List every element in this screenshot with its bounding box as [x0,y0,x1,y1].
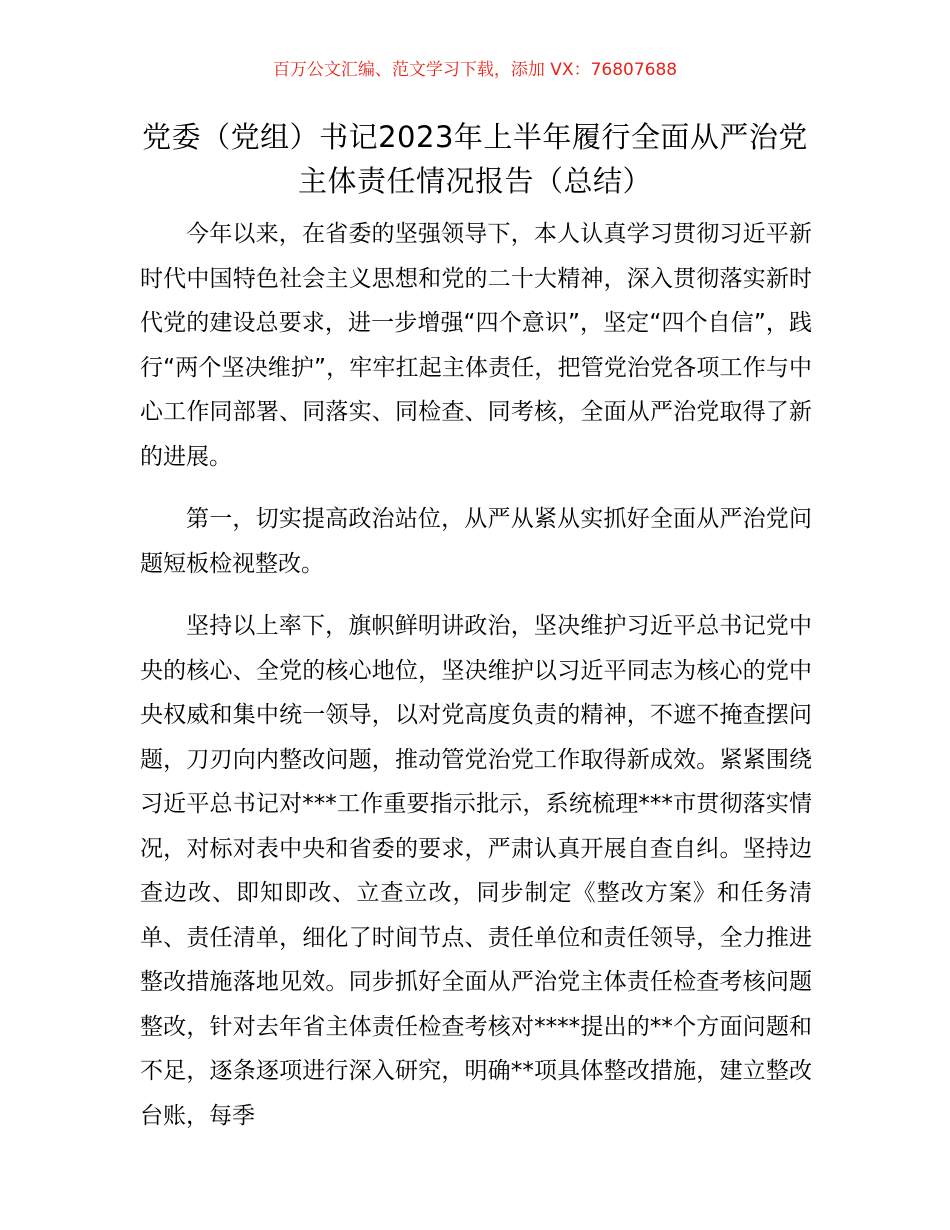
document-body [140,212,812,1156]
document-title: 党委（党组）书记2023年上半年履行全面从严治党主体责任情况报告（总结） [142,120,808,198]
paragraph-section-heading: 第一，切实提高政治站位，从严从紧从实抓好全面从严治党问题短板检视整改。 [140,506,812,577]
paragraph-detail: 坚持以上率下，旗帜鲜明讲政治，坚决维护习近平总书记党中央的核心、全党的核心地位，坚决维护以习近平同志为核心的党中央权威和集中统一领导，以对党高度负责的精神，不遮不掩查摆问题，刀刃向内整改问题，推动管党治党工作取得新成效。紧紧围绕习近平总书记对***工作重要指示批示，系统梳理***市贯彻落实情况，对标对表中央和省委的要求，严肃认真开展自查自纠。坚持边查边改、即知即改、立查立改，同步制定《整改方案》和任务清单、责任清单，细化了时间节点、责任单位和责任领导，全力推进整改措施落地见效。同步抓好全面从严治党主体责任检查考核问题整改，针对去年省主体责任检查考核对****提出的**个方面问题和不足，逐条逐项进行深入研究，明确**项具体整改措施，建立整改台账，每季 [140,613,812,1129]
paragraph-intro: 今年以来，在省委的坚强领导下，本人认真学习贯彻习近平新时代中国特色社会主义思想和党的二十大精神，深入贯彻落实新时代党的建设总要求，进一步增强“四个意识”，坚定“四个自信”，践行“两个坚决维护”，牢牢扛起主体责任，把管党治党各项工作与中心工作同部署、同落实、同检查、同考核，全面从严治党取得了新的进展。 [140,221,812,470]
header-watermark-note: 百万公文汇编、范文学习下载，添加 VX：76807688 [272,60,678,80]
